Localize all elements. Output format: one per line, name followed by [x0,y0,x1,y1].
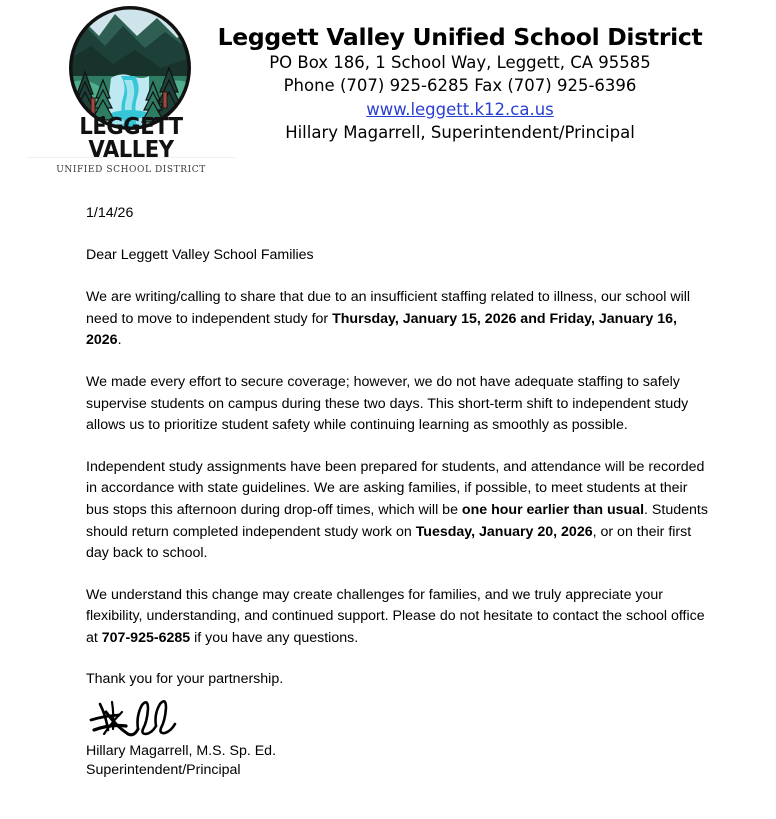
letter-paragraph-1 [86,287,714,352]
logo-wordmark-main: LEGGETT VALLEY [79,114,183,163]
district-website-link[interactable]: www.leggett.k12.ca.us [366,99,554,119]
signature-title: Superintendent/Principal [86,762,241,779]
letter-body [86,203,714,781]
district-phone-fax: Phone (707) 925-6285 Fax (707) 925-6396 [283,76,637,96]
district-name: Leggett Valley Unified School District [217,23,703,51]
letter-closing: Thank you for your partnership. [86,671,284,688]
paragraph-4-text-2: if you have any questions. [190,629,359,646]
paragraph-1-bold-dates: Thursday, January 15, 2026 and Friday, January 16, 2026 [86,310,677,349]
signature-name: Hillary Magarrell, M.S. Sp. Ed. [86,742,277,759]
letter-paragraph-2: We made every effort to secure coverage; however, we do not have adequate staffing to safely supervise students on campus during these two days. This short-term shift to independent study allows us to prioritize student safety while continuing learning as smoothly as possible. [86,374,689,434]
logo-wordmark-sub: UNIFIED SCHOOL DISTRICT [56,164,206,175]
paragraph-3-text-2: . Students should return completed independent study work on [86,501,708,540]
paragraph-4-bold-phone: 707-925-6285 [101,629,191,646]
paragraph-4-text-1: We understand this change may create challenges for families, and we truly appreciate your flexibility, understanding, and continued support. Please do not hesitate to contact the school office at [86,586,705,646]
letter-salutation: Dear Leggett Valley School Families [86,247,314,264]
handwritten-signature-icon [86,696,196,747]
district-superintendent: Hillary Magarrell, Superintendent/Principal [285,123,635,143]
letterhead-contact-block [200,24,720,145]
signature-area [86,696,714,742]
paragraph-1-text-1: We are writing/calling to share that due to an insufficient staffing related to illness, our school will need to move to independent study for [86,289,691,327]
letter-paragraph-3 [86,457,714,565]
letter-date: 1/14/26 [86,205,134,221]
paragraph-3-bold-timing: one hour earlier than usual [461,501,645,518]
district-address: PO Box 186, 1 School Way, Leggett, CA 95585 [269,53,651,73]
letter-paragraph-4 [86,585,714,650]
letterhead [0,0,776,175]
paragraph-3-bold-return-date: Tuesday, January 20, 2026 [415,523,593,540]
paragraph-3-text-1: Independent study assignments have been prepared for students, and attendance will be recorded in accordance with state guidelines. We are asking families, if possible, to meet students at their bus stops this afternoon during drop-off times, which will be [86,458,705,518]
paragraph-3-text-3: , or on their first day back to school. [86,523,692,562]
paragraph-1-text-2: . [117,332,122,349]
